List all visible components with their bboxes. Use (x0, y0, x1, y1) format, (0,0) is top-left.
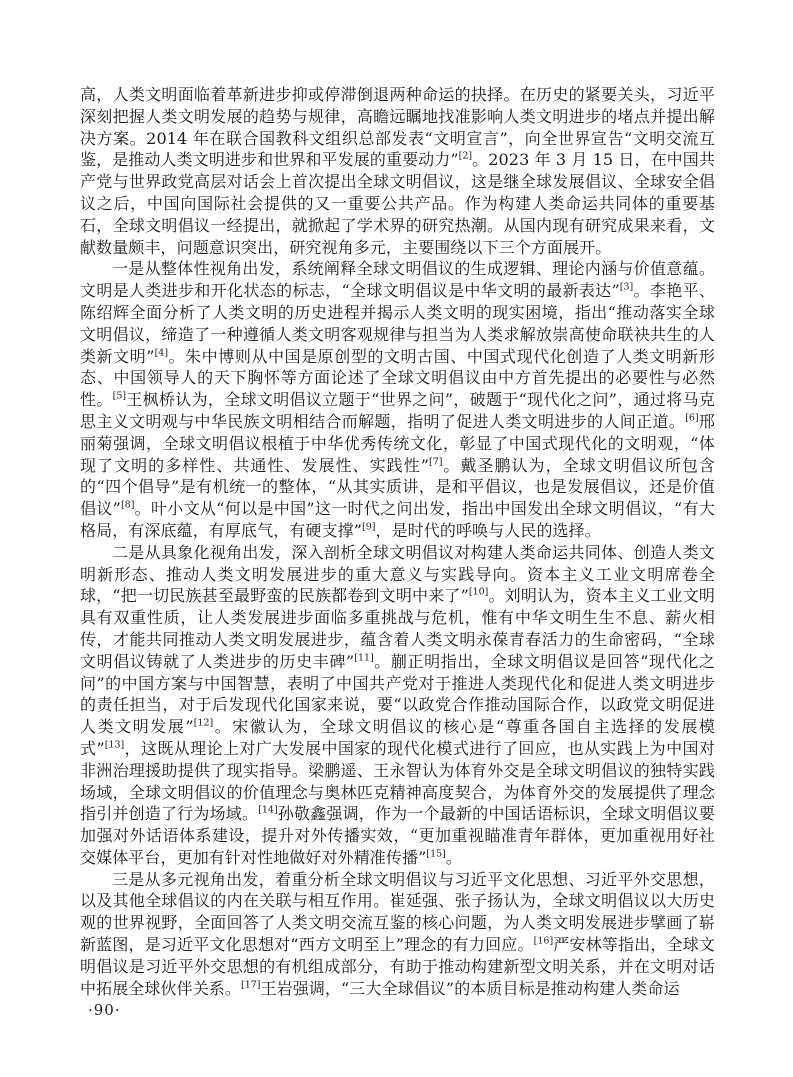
paragraph: 高，人类文明面临着革新进步抑或停滞倒退两种命运的抉择。在历史的紧要关头，习近平深刻把握人类文明发展的趋势与规律，高瞻远瞩地找准影响人类文明进步的堵点并提出解决方案。2014 年在联合国教科文组织总部发表“文明宣言”，向全世界宣告“文明交流互鉴，是推动人类文明进步和世界和平发展的重要动力”[2]。2023 年 3 月 15 日，在中国共产党与世界政党高层对话会上首次提出全球文明倡议，这是继全球发展倡议、全球安全倡议之后，中国向国际社会提供的又一重要公共产品。作为构建人类命运共同体的重要基石，全球文明倡议一经提出，就掀起了学术界的研究热潮。从国内现有研究成果来看，文献数量颇丰，问题意识突出，研究视角多元，主要围绕以下三个方面展开。 (80, 85, 715, 257)
citation-marker: [6] (685, 412, 699, 424)
citation-marker: [15] (426, 848, 446, 860)
citation-marker: [8] (120, 499, 135, 511)
citation-marker: [4] (154, 347, 169, 359)
citation-marker: [2] (458, 151, 473, 163)
page-number: ·90· (88, 1001, 121, 1020)
citation-marker: [17] (241, 979, 261, 991)
citation-marker: [3] (619, 281, 634, 293)
citation-marker: [14] (258, 804, 278, 816)
citation-marker: [10] (468, 587, 489, 598)
citation-marker: [13] (104, 739, 125, 751)
citation-marker: [12] (193, 717, 214, 729)
paragraph: 三是从多元视角出发，着重分析全球文明倡议与习近平文化思想、习近平外交思想，以及其他全球倡议的内在关联与相互作用。崔延强、张子扬认为，全球文明倡议以大历史观的世界视野，全面回答了人类文明交流互鉴的核心问题，为人类文明发展进步擘画了崭新蓝图，是习近平文化思想对“西方文明至上”理念的有力回应。[16]严安林等指出，全球文明倡议是习近平外交思想的有机组成部分，有助于推动构建新型文明关系，并在文明对话中拓展全球伙伴关系。[17]王岩强调，“三大全球倡议”的本质目标是推动构建人类命运 (80, 869, 715, 998)
citation-marker: [11] (354, 652, 374, 664)
page-text-block (80, 84, 715, 1022)
paragraph: 二是从具象化视角出发，深入剖析全球文明倡议对构建人类命运共同体、创造人类文明新形态、推动人类文明发展进步的重大意义与实践导向。资本主义工业文明席卷全球，“把一切民族甚至最野蛮的民族都卷到文明中来了”[10]。刘明认为，资本主义工业文明具有双重性质，让人类发展进步面临多重挑战与危机，惟有中华文明生生不息、薪火相传，才能共同推动人类文明发展进步，蕴含着人类文明永葆青春活力的生命密码，“全球文明倡议铸就了人类进步的历史丰碑”[11]。蒯正明指出，全球文明倡议是回答“现代化之问”的中国方案与中国智慧，表明了中国共产党对于推进人类现代化和促进人类文明进步的责任担当，对于后发现代化国家来说，要“以政党合作推动国际合作，以政党文明促进人类文明发展”[12]。宋徽认为，全球文明倡议的核心是“尊重各国自主选择的发展模式”[13]，这既从理论上对广大发展中国家的现代化模式进行了回应，也从实践上为中国对非洲治理援助提供了现实指导。梁鹏遥、王永智认为体育外交是全球文明倡议的独特实践场域，全球文明倡议的价值理念与奥林匹克精神高度契合，为体育外交的发展提供了理念指引并创造了行为场域。[14]孙敬鑫强调，作为一个最新的中国话语标识，全球文明倡议要加强对外话语体系建设，提升对外传播实效，“更加重视瞄准青年群体，更加重视用好社交媒体平台，更加有针对性地做好对外精准传播”[15]。 (80, 542, 715, 867)
citation-marker: [16] (533, 935, 554, 947)
citation-marker: [9] (361, 521, 376, 533)
paragraph: 一是从整体性视角出发，系统阐释全球文明倡议的生成逻辑、理论内涵与价值意蕴。文明是人类进步和开化状态的标志，“全球文明倡议是中华文明的最新表达”[3]。李艳平、陈绍辉全面分析了人类文明的历史进程并揭示人类文明的现实困境，指出“推动落实全球文明倡议，缔造了一种遵循人类文明客观规律与担当为人类求解放崇高使命联袂共生的人类新文明”[4]。朱中博则从中国是原创型的文明古国、中国式现代化创造了人类文明新形态、中国领导人的天下胸怀等方面论述了全球文明倡议由中方首先提出的必要性与必然性。[5]王枫桥认为，全球文明倡议立题于“世界之问”，破题于“现代化之问”，通过将马克思主义文明观与中华民族文明相结合而解题，指明了促进人类文明进步的人间正道。[6]邢丽菊强调，全球文明倡议根植于中华优秀传统文化，彰显了中国式现代化的文明观，“体现了文明的多样性、共通性、发展性、实践性”[7]。戴圣鹏认为，全球文明倡议所包含的“四个倡导”是有机统一的整体，“从其实质讲，是和平倡议，也是发展倡议，还是价值倡议”[8]。叶小文从“何以是中国”这一时代之问出发，指出中国发出全球文明倡议，“有大格局，有深底蕴，有厚底气，有硬支撑”[9]，是时代的呼唤与人民的选择。 (80, 259, 716, 540)
citation-marker: [7] (428, 456, 443, 468)
citation-marker: [5] (112, 390, 127, 402)
body-text (80, 84, 715, 999)
